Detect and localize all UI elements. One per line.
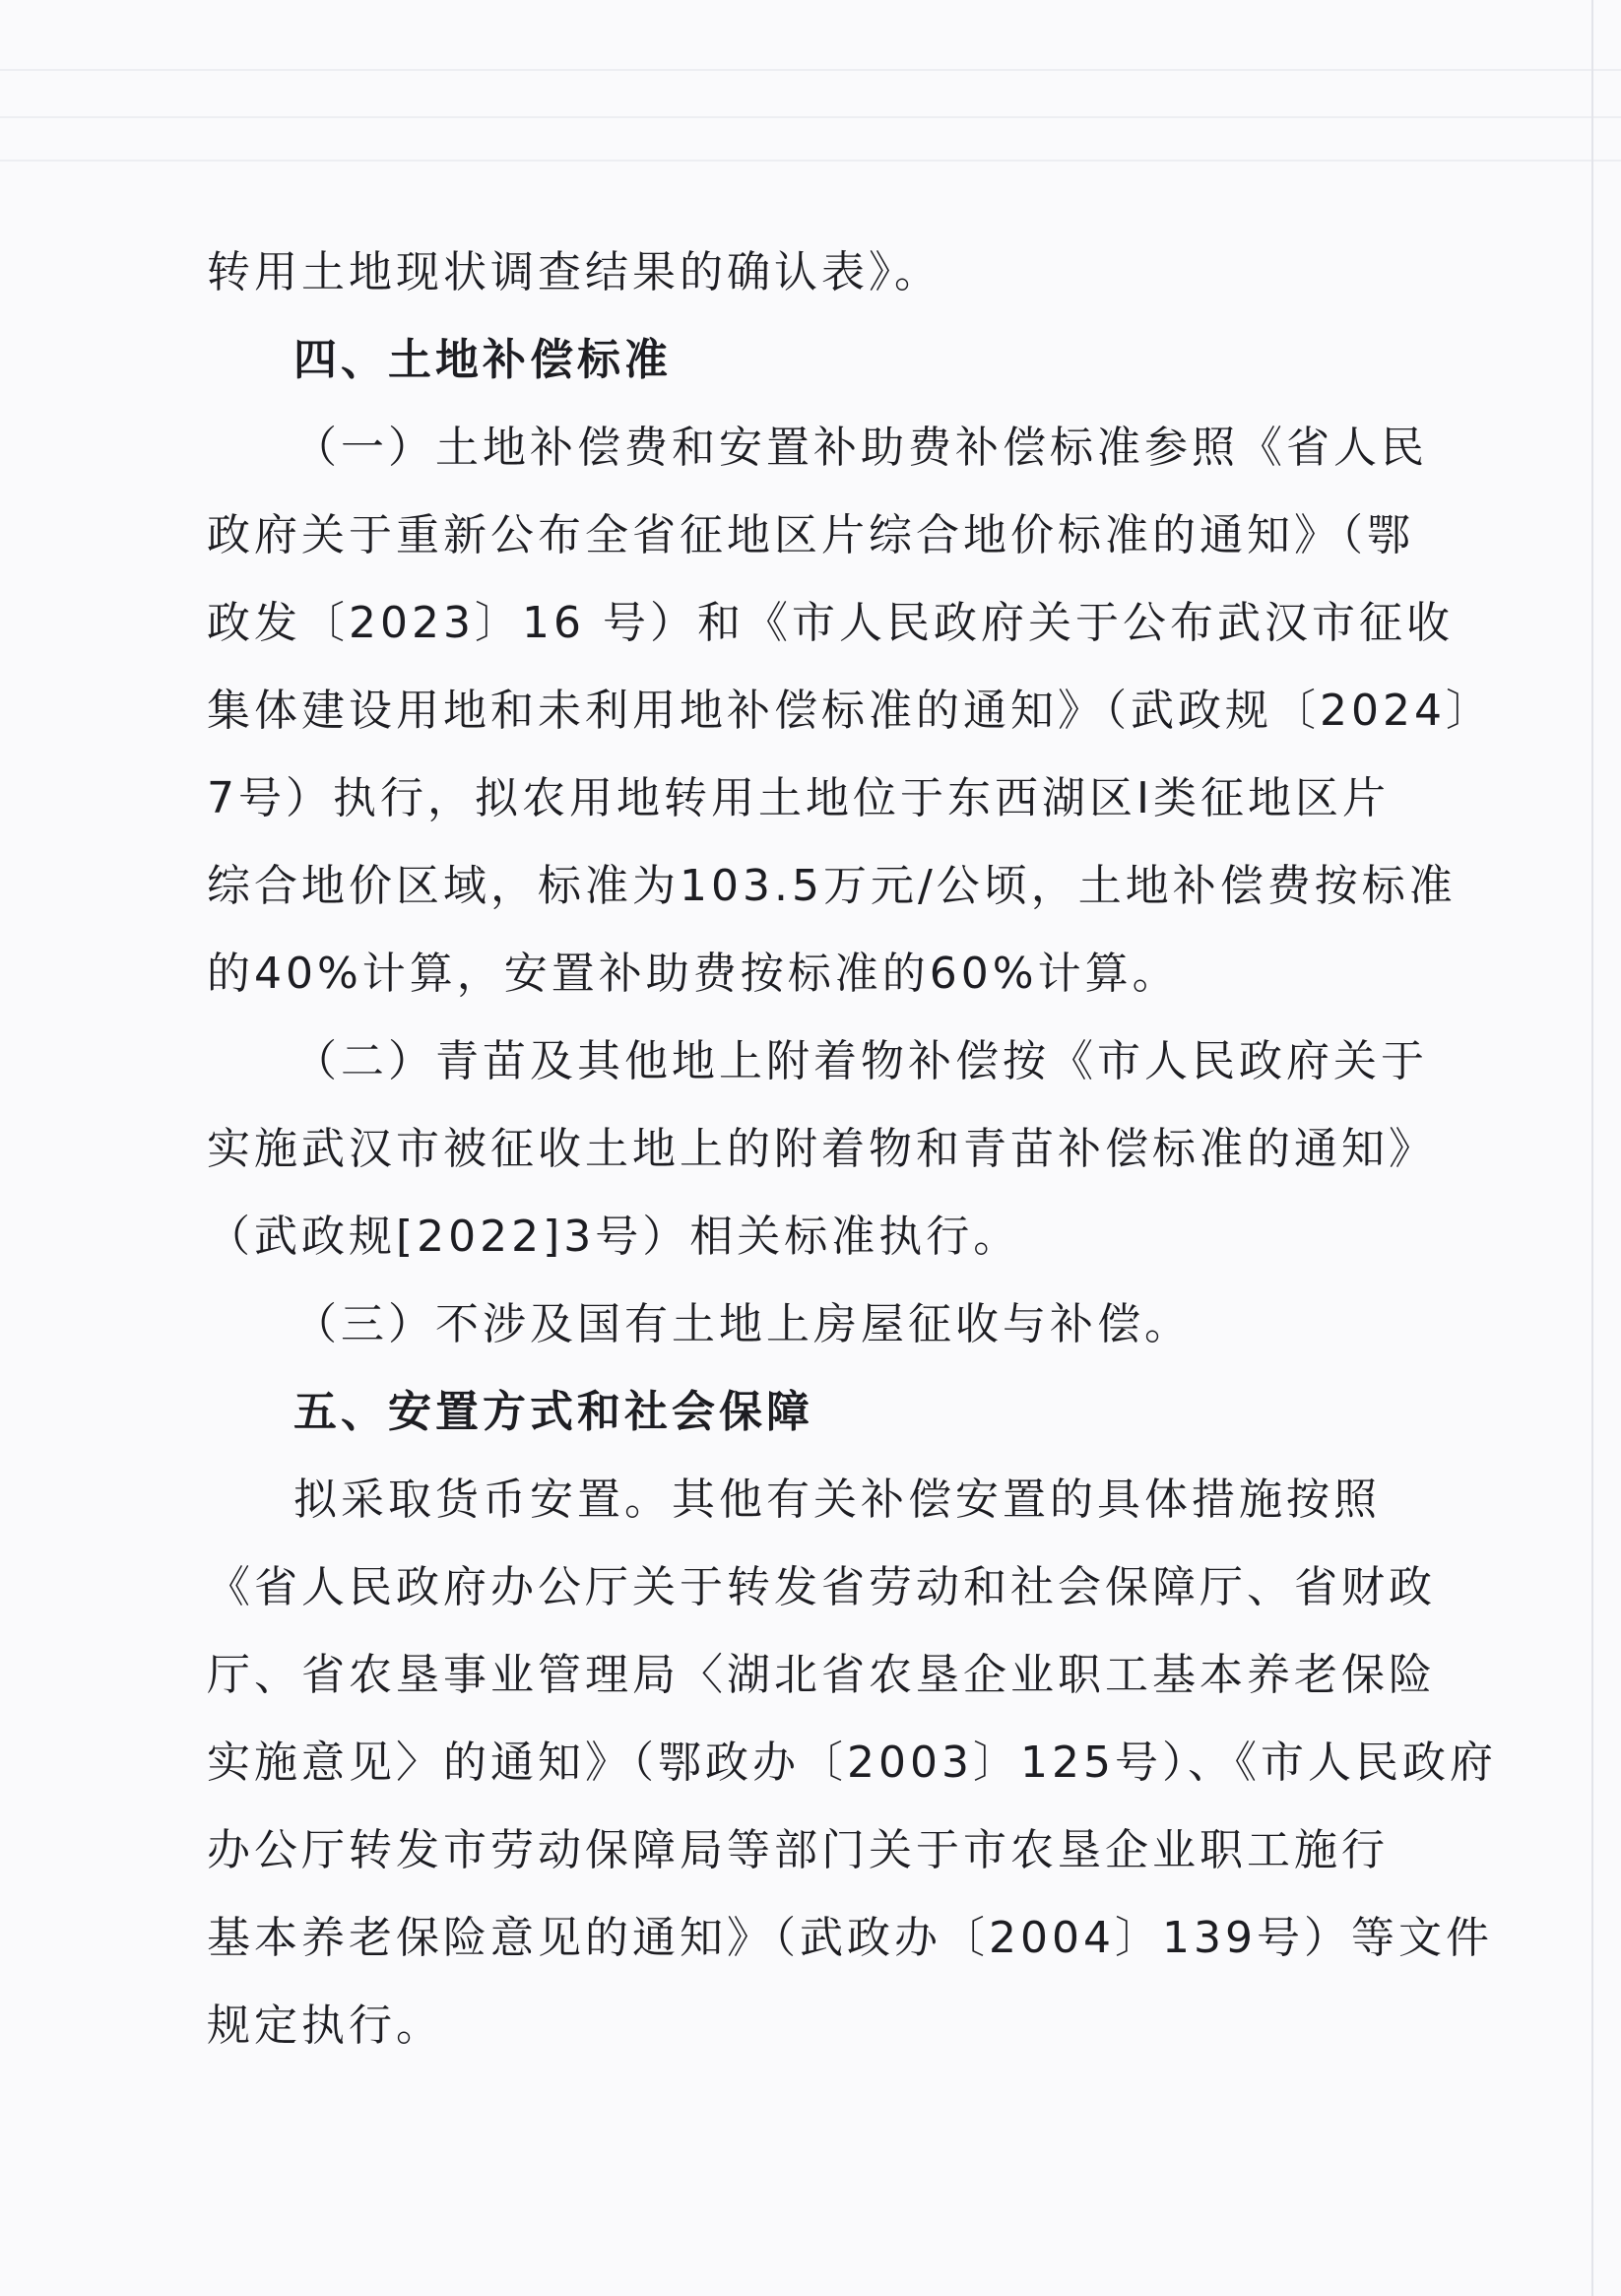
document-body <box>207 229 1497 2069</box>
scan-artifact <box>0 116 1621 118</box>
text-line: 办公厅转发市劳动保障局等部门关于市农垦企业职工施行 <box>207 1825 1389 1875</box>
text-line: 转用土地现状调查结果的确认表》。 <box>207 247 941 297</box>
text-line: 拟采取货币安置。其他有关补偿安置的具体措施按照 <box>293 1475 1381 1525</box>
text-line: 实施武汉市被征收土地上的附着物和青苗补偿标准的通知》 <box>207 1124 1436 1174</box>
text-line: （三）不涉及国有土地上房屋征收与补偿。 <box>293 1299 1192 1349</box>
text-line: （一）土地补偿费和安置补助费补偿标准参照《省人民 <box>293 423 1428 473</box>
scan-artifact <box>0 160 1621 162</box>
text-line: 集体建设用地和未利用地补偿标准的通知》（武政规〔2024〕 <box>207 686 1493 736</box>
text-line: 厅、省农垦事业管理局〈湖北省农垦企业职工基本养老保险 <box>207 1650 1436 1700</box>
text-line: 《省人民政府办公厅关于转发省劳动和社会保障厅、省财政 <box>207 1562 1436 1612</box>
text-line: 规定执行。 <box>207 2001 443 2051</box>
text-line: 综合地价区域，标准为103.5万元/公顷，土地补偿费按标准 <box>207 861 1457 911</box>
text-line: 的40%计算，安置补助费按标准的60%计算。 <box>207 949 1180 999</box>
section-heading-5: 五、安置方式和社会保障 <box>293 1387 813 1437</box>
text-line: （武政规[2022]3号）相关标准执行。 <box>207 1212 1021 1262</box>
text-line: 政发〔2023〕16 号）和《市人民政府关于公布武汉市征收 <box>207 598 1454 648</box>
section-heading-4: 四、土地补偿标准 <box>293 335 672 385</box>
page-edge-line <box>1591 0 1593 2296</box>
text-line: 基本养老保险意见的通知》（武政办〔2004〕139号）等文件 <box>207 1913 1493 1963</box>
text-line: 7号）执行，拟农用地转用土地位于东西湖区Ⅰ类征地区片 <box>207 773 1390 823</box>
text-line: （二）青苗及其他地上附着物补偿按《市人民政府关于 <box>293 1036 1428 1086</box>
text-line: 政府关于重新公布全省征地区片综合地价标准的通知》（鄂 <box>207 510 1414 560</box>
scan-artifact <box>0 69 1621 71</box>
text-line: 实施意见〉的通知》（鄂政办〔2003〕125号）、《市人民政府 <box>207 1738 1497 1788</box>
